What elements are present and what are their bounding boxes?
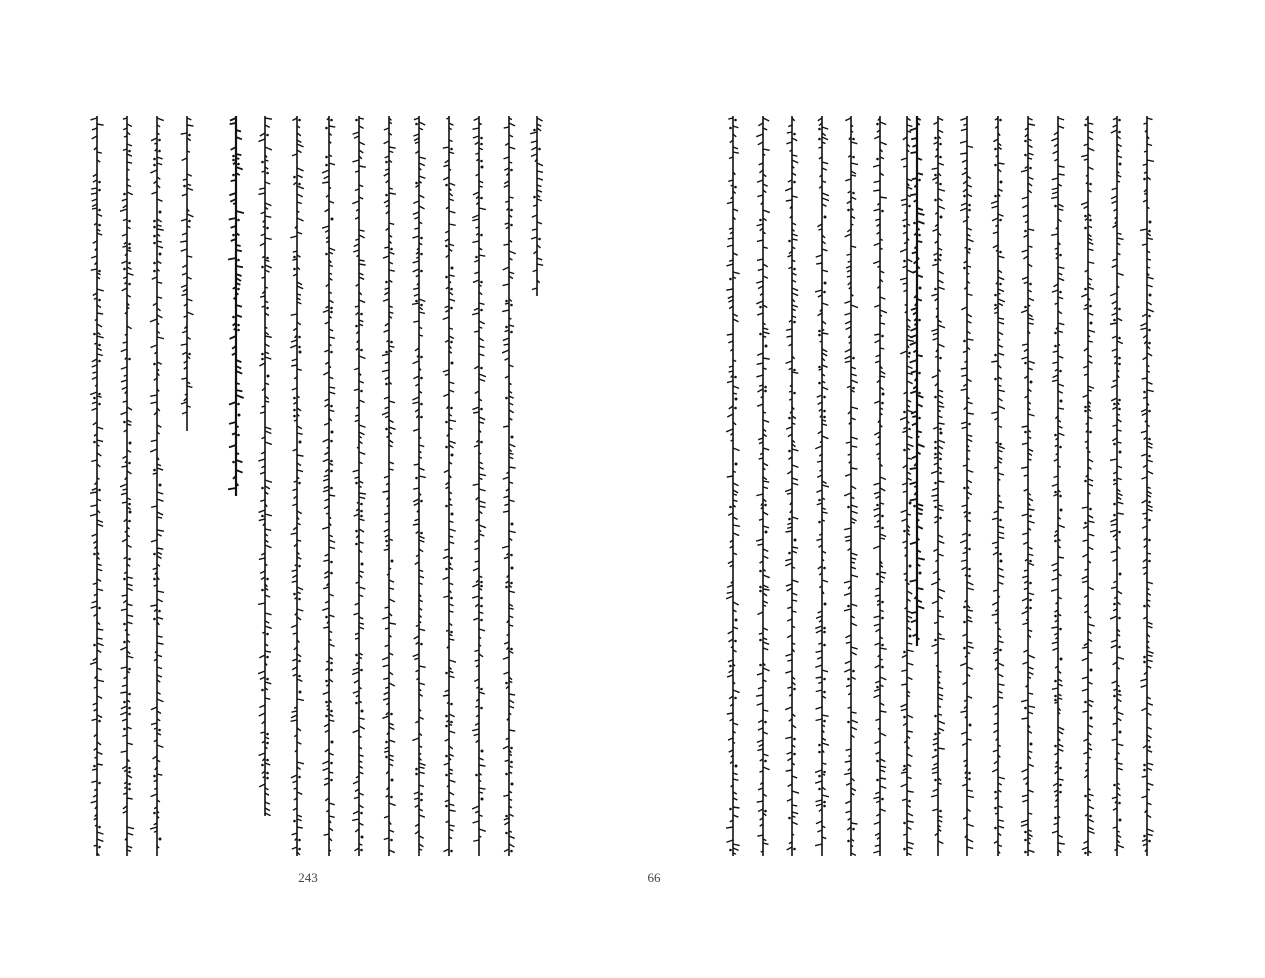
text-column (120, 116, 134, 856)
text-column (1051, 116, 1065, 856)
text-column (258, 116, 272, 816)
text-column (726, 116, 740, 856)
text-column (442, 116, 456, 856)
text-column (180, 116, 194, 431)
heading-text-column (228, 116, 244, 496)
right-page-number: 66 (647, 870, 661, 885)
text-column (1021, 116, 1035, 856)
text-column (991, 116, 1005, 856)
right-page (633, 0, 1265, 978)
left-page-number: 243 (298, 870, 318, 885)
text-column (1081, 116, 1095, 856)
text-column (150, 116, 164, 856)
text-column (785, 116, 799, 856)
text-column (472, 116, 486, 856)
text-column (873, 116, 887, 856)
heading-text-column (909, 116, 925, 646)
text-column (352, 116, 366, 856)
text-column (502, 116, 516, 856)
text-column (960, 116, 974, 856)
text-column (844, 116, 858, 856)
text-column (815, 116, 829, 856)
text-column (530, 116, 544, 296)
text-column (322, 116, 336, 856)
text-column (756, 116, 770, 856)
text-column (931, 116, 945, 856)
text-column (1140, 116, 1154, 856)
text-column (90, 116, 104, 856)
text-column (382, 116, 396, 856)
text-column (1110, 116, 1124, 856)
left-page (0, 0, 632, 978)
text-column (290, 116, 304, 856)
text-column (412, 116, 426, 856)
